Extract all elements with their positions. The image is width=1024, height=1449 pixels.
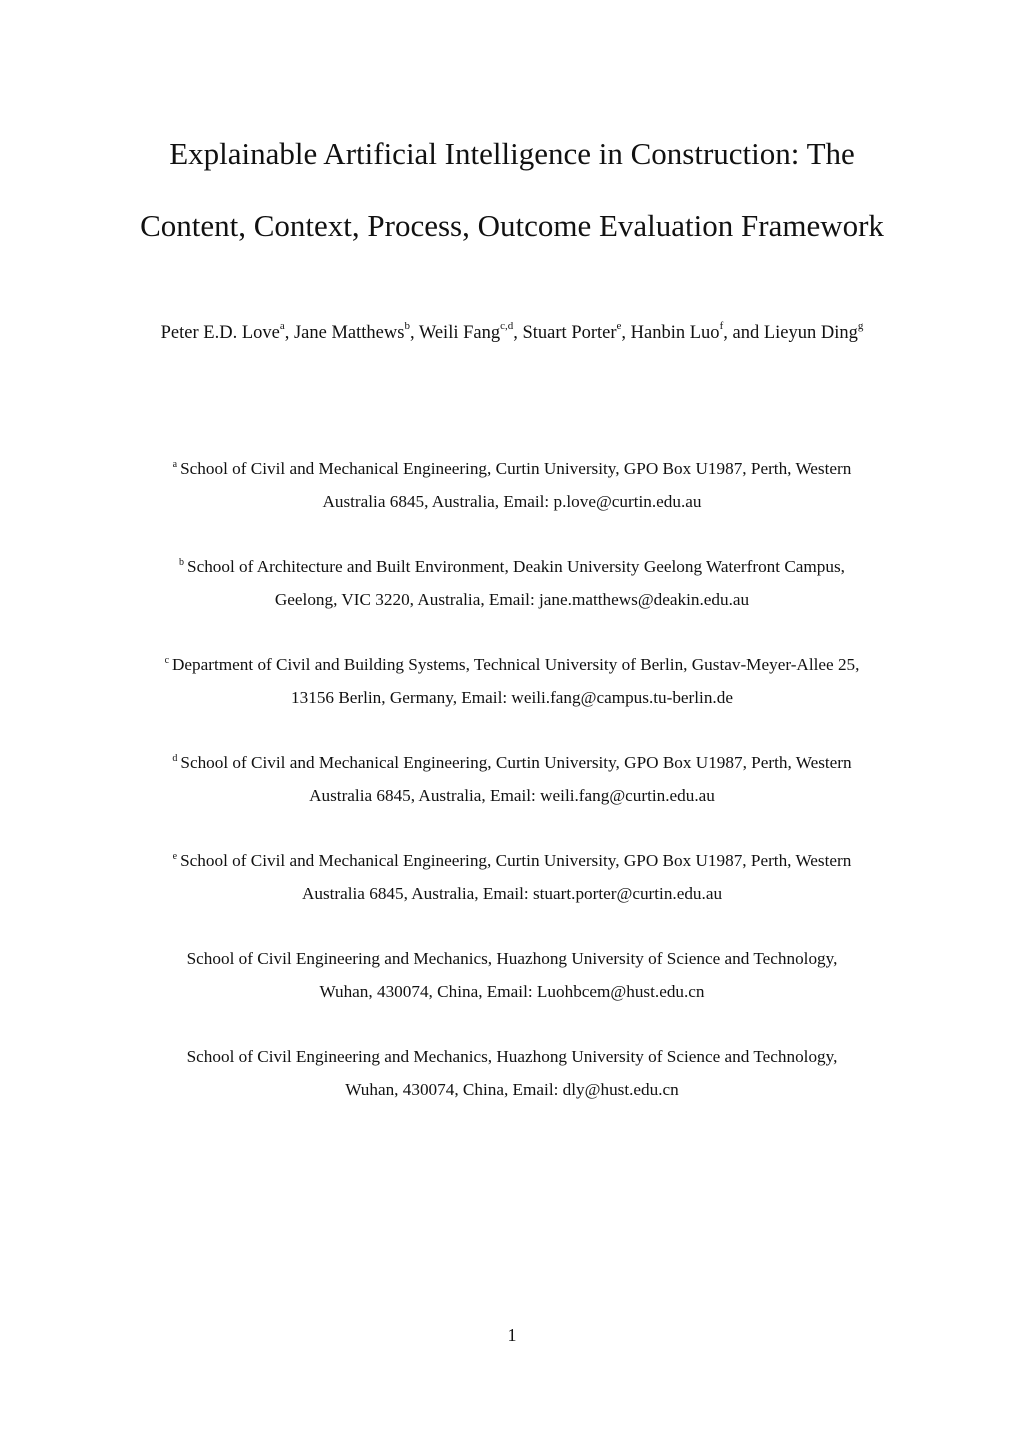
- author: [630, 319, 764, 343]
- author-name: Hanbin Luo: [630, 323, 720, 343]
- affiliation-line-1: [110, 746, 914, 779]
- author-separator: , and: [723, 323, 764, 343]
- affiliation-c: [110, 648, 914, 714]
- affiliation-line-2: Wuhan, 430074, China, Email: Luohbcem@hust.edu.cn: [319, 982, 705, 1001]
- affiliation-line-2: Australia 6845, Australia, Email: p.love@curtin.edu.au: [322, 492, 702, 511]
- affiliation-b: [110, 550, 914, 616]
- affiliation-text: School of Architecture and Built Environment, Deakin University Geelong Waterfront Campus,: [187, 557, 845, 576]
- author-separator: ,: [409, 323, 419, 343]
- affiliation-d: [110, 746, 914, 812]
- author-name: Weili Fang: [418, 323, 501, 343]
- author: [293, 319, 419, 343]
- affiliation-marker: c: [164, 655, 170, 667]
- title-line-1: Explainable Artificial Intelligence in Construction: The: [169, 136, 855, 171]
- affiliation-line-1: [110, 550, 914, 583]
- author-affiliation-marker: g: [857, 319, 864, 332]
- affiliation-line-1: [110, 844, 914, 877]
- title-line-2: Content, Context, Process, Outcome Evaluation Framework: [140, 208, 884, 243]
- affiliation-text: School of Civil and Mechanical Engineering, Curtin University, GPO Box U1987, Perth, Western: [180, 851, 852, 870]
- author-affiliation-marker: e: [616, 319, 622, 332]
- author-name: Jane Matthews: [293, 323, 405, 343]
- author: [418, 319, 523, 343]
- affiliation-marker: d: [172, 753, 178, 765]
- affiliation-a: [110, 452, 914, 518]
- author-separator: ,: [513, 323, 523, 343]
- affiliation-text: Department of Civil and Building Systems, Technical University of Berlin, Gustav-Meyer-Allee 25,: [172, 655, 860, 674]
- author-name: Lieyun Ding: [763, 323, 858, 343]
- author: [160, 319, 294, 343]
- author-affiliation-marker: c,d: [500, 319, 514, 332]
- affiliation-line-1: School of Civil Engineering and Mechanics, Huazhong University of Science and Technology,: [186, 949, 838, 968]
- author-affiliation-marker: f: [719, 319, 724, 332]
- affiliation-f: [110, 942, 914, 1008]
- affiliation-line-2: Wuhan, 430074, China, Email: dly@hust.edu.cn: [345, 1080, 679, 1099]
- affiliation-marker: a: [172, 459, 178, 471]
- paper-title: [60, 118, 964, 262]
- affiliation-line-1: [110, 648, 914, 681]
- affiliation-text: School of Civil and Mechanical Engineering, Curtin University, GPO Box U1987, Perth, Western: [180, 753, 852, 772]
- affiliation-marker: e: [172, 851, 178, 863]
- affiliation-line-2: Australia 6845, Australia, Email: stuart.porter@curtin.edu.au: [301, 884, 723, 903]
- affiliation-e: [110, 844, 914, 910]
- author-name: Stuart Porter: [522, 323, 617, 343]
- affiliation-line-2: Geelong, VIC 3220, Australia, Email: jane.matthews@deakin.edu.au: [274, 590, 750, 609]
- affiliation-line-1: School of Civil Engineering and Mechanics, Huazhong University of Science and Technology,: [186, 1047, 838, 1066]
- affiliation-line-1: [110, 452, 914, 485]
- author: [763, 319, 864, 343]
- affiliation-text: School of Civil and Mechanical Engineering, Curtin University, GPO Box U1987, Perth, Western: [180, 459, 852, 478]
- affiliation-line-2: 13156 Berlin, Germany, Email: weili.fang@campus.tu-berlin.de: [291, 688, 733, 707]
- author-affiliation-marker: b: [404, 319, 410, 332]
- author-separator: ,: [284, 323, 294, 343]
- author-separator: ,: [621, 323, 631, 343]
- author-name: Peter E.D. Love: [160, 323, 280, 343]
- author-affiliation-marker: a: [279, 319, 285, 332]
- affiliation-g: [110, 1040, 914, 1106]
- affiliation-marker: b: [179, 557, 185, 569]
- affiliation-line-2: Australia 6845, Australia, Email: weili.fang@curtin.edu.au: [309, 786, 715, 805]
- author: [522, 319, 631, 343]
- author-list: [100, 310, 924, 357]
- page-number: 1: [507, 1325, 517, 1345]
